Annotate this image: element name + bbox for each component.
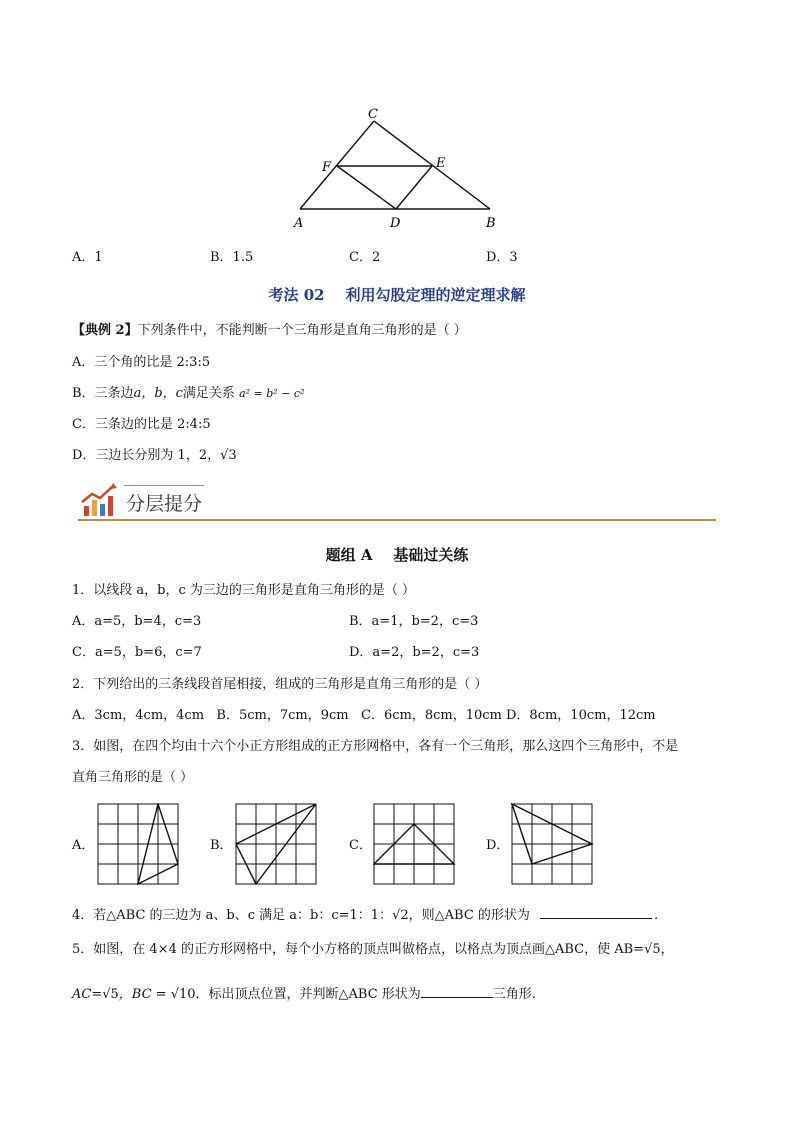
example-option-d	[72, 447, 237, 465]
q3-option-c-letter: C．	[349, 838, 372, 853]
q3-option-b-letter: B．	[210, 838, 233, 853]
q4-stem	[72, 904, 658, 925]
option-b-text: B．三条边	[72, 386, 134, 401]
example-tag: 【典例 2】	[72, 323, 138, 338]
option-d-root: √3	[220, 448, 237, 463]
q3-grid-d	[511, 803, 595, 887]
q5-end: 三角形.	[492, 987, 536, 1002]
banner-title: 分层提分	[126, 493, 203, 515]
triangle-figure	[290, 105, 510, 235]
q2-options: A．3cm，4cm，4cm B．5cm，7cm，9cm C．6cm，8cm，10cm D．8cm，10cm，12cm	[72, 708, 656, 723]
q5-ac-root: √5	[102, 987, 119, 1002]
example-stem-text: 下列条件中，不能判断一个三角形是直角三角形的是（ ）	[137, 323, 467, 338]
example-option-b	[72, 385, 305, 403]
growth-chart-icon	[80, 482, 118, 518]
group-title: 题组 A 基础过关练	[325, 546, 469, 564]
example-option-a: A．三个角的比是 2:3:5	[72, 355, 211, 370]
option-b-vars: a，b，c	[133, 386, 183, 401]
option-b-mid: 满足关系	[182, 386, 235, 401]
q2-stem: 2．下列给出的三条线段首尾相接，组成的三角形是直角三角形的是（ ）	[72, 677, 488, 692]
prev-option-a: A．1	[72, 250, 103, 265]
banner-accent-line	[124, 485, 204, 486]
q4-root: √2	[392, 908, 409, 923]
label-a: A	[294, 216, 304, 231]
q1-option-c: C．a=5，b=6，c=7	[72, 645, 202, 660]
label-e: E	[436, 156, 446, 171]
q5-bc-root: √10	[170, 987, 196, 1002]
q5-prefix: 5．如图，在 4×4 的正方形网格中，每个小方格的顶点叫做格点，以格点为顶点画△ABC，使 AB=	[72, 942, 645, 957]
option-b-formula: a² = b² − c²	[239, 387, 305, 400]
q1-option-a: A．a=5，b=4，c=3	[72, 614, 202, 629]
q3-stem-line1: 3．如图，在四个均由十六个小正方形组成的正方形网格中，各有一个三角形，那么这四个三角形中，不是	[72, 739, 679, 754]
section-banner	[78, 482, 716, 522]
example-option-c: C．三条边的比是 2:4:5	[72, 417, 211, 432]
label-d: D	[390, 216, 401, 231]
q1-option-b: B．a=1，b=2，c=3	[349, 614, 479, 629]
q3-stem-line2: 直角三角形的是（ ）	[72, 770, 194, 785]
q1-option-d: D．a=2，b=2，c=3	[349, 645, 480, 660]
q5-ac: AC=	[72, 987, 103, 1002]
q5-instructions: ．标出顶点位置，并判断△ABC 形状为	[195, 987, 421, 1002]
label-f: F	[322, 160, 332, 175]
q5-line1	[72, 941, 674, 959]
q5-line1-end: ，	[660, 942, 674, 957]
label-c: C	[368, 107, 378, 122]
q3-grid-b	[235, 803, 319, 887]
q3-option-a-letter: A．	[72, 838, 95, 853]
q1-stem: 1．以线段 a，b，c 为三边的三角形是直角三角形的是（ ）	[72, 583, 416, 598]
q5-answer-blank[interactable]	[421, 983, 493, 998]
q3-option-d-letter: D．	[486, 838, 510, 853]
section-title: 考法 02 利用勾股定理的逆定理求解	[268, 286, 526, 304]
q4-suffix: ，则△ABC 的形状为	[408, 908, 530, 923]
q4-prefix: 4．若△ABC 的三边为 a、b、c 满足 a：b：c=1：1：	[72, 908, 393, 923]
q3-grid-a	[97, 803, 181, 887]
label-b: B	[486, 216, 496, 231]
q3-grid-c	[373, 803, 457, 887]
example-2-stem	[72, 322, 467, 340]
prev-option-d: D．3	[486, 250, 518, 265]
q4-answer-blank[interactable]	[540, 904, 652, 919]
q5-ab-root: √5	[644, 942, 661, 957]
q5-line2	[72, 983, 536, 1004]
option-d-text: D．三边长分别为 1，2，	[72, 448, 221, 463]
q5-bc: ，BC =	[118, 987, 171, 1002]
prev-option-c: C．2	[349, 250, 381, 265]
q4-end: .	[654, 908, 659, 923]
banner-rule	[78, 519, 716, 521]
prev-option-b: B．1.5	[210, 250, 254, 265]
